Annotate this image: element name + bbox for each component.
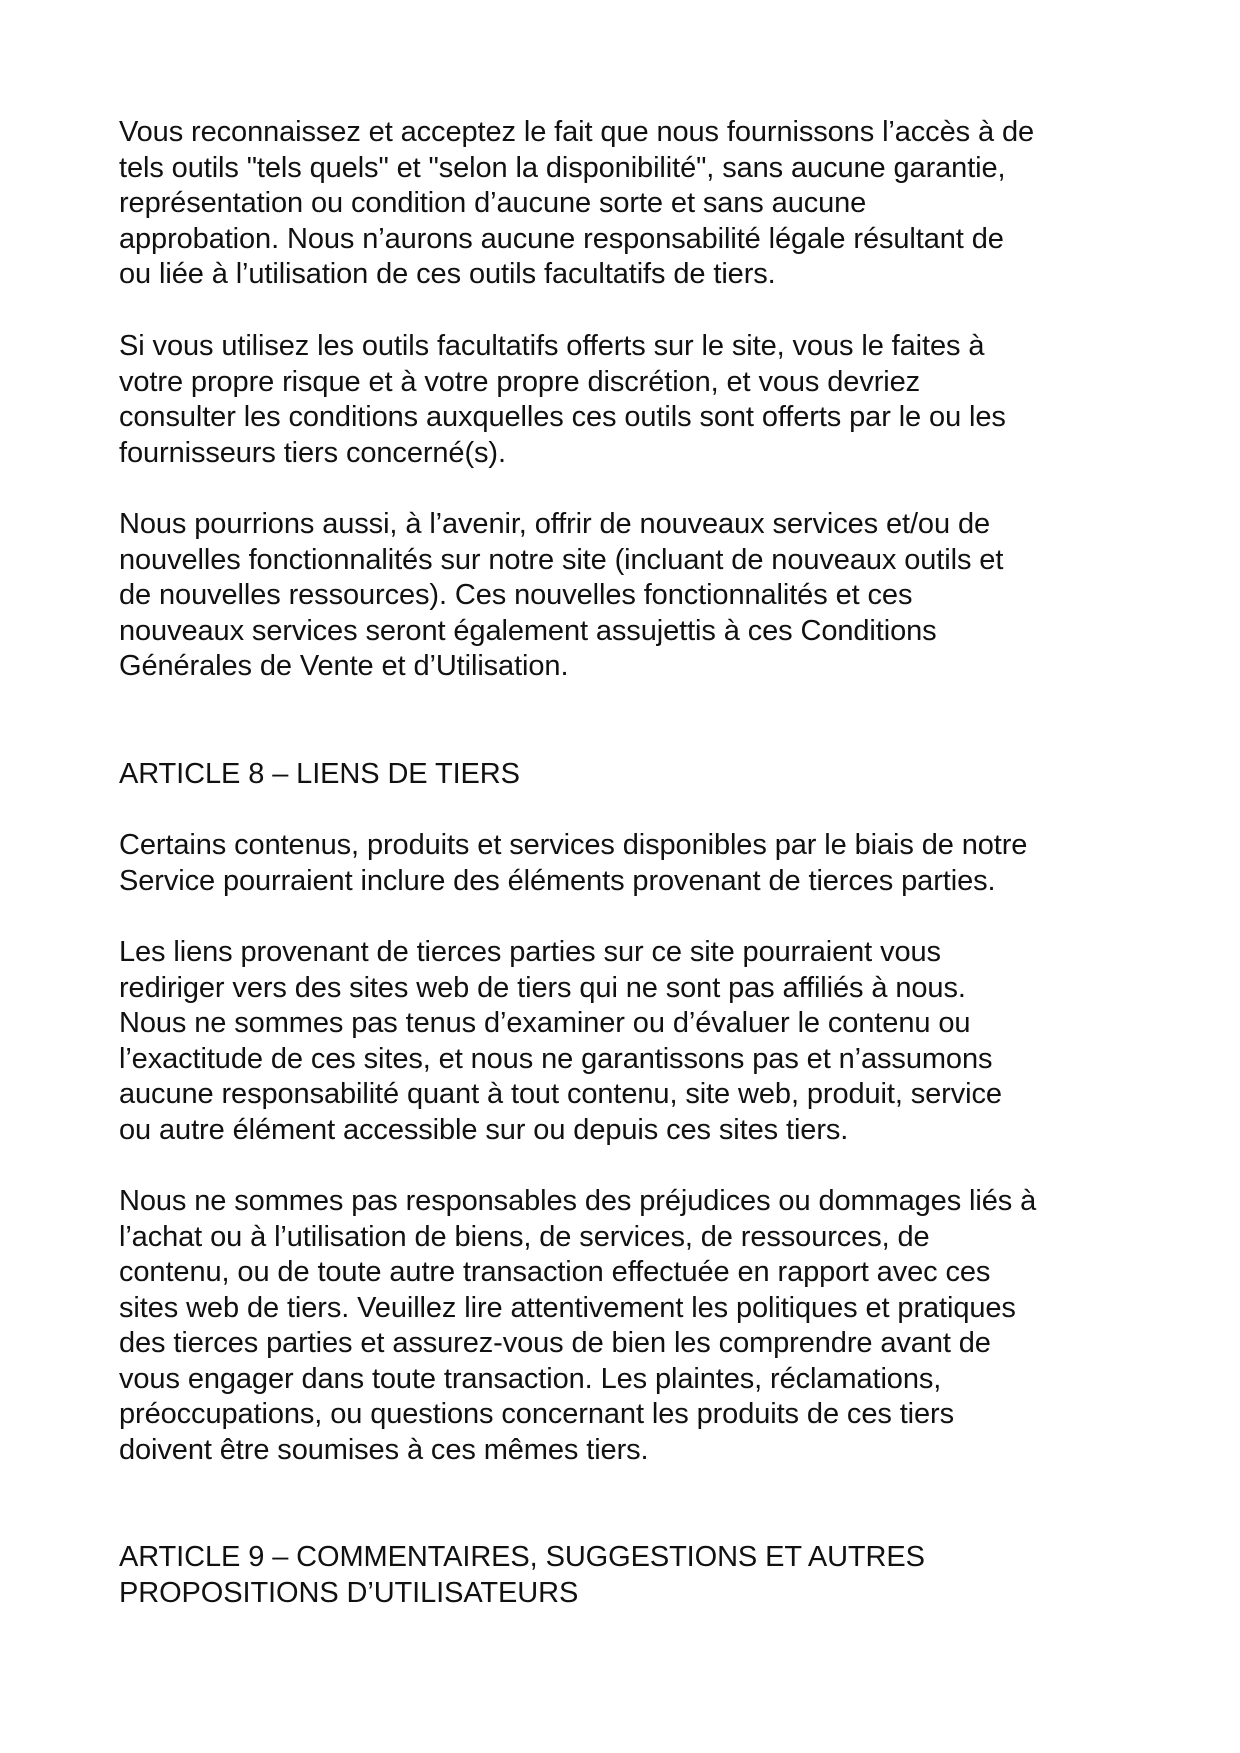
text-line: Nous ne sommes pas responsables des préjudices ou dommages liés à — [119, 1185, 1037, 1217]
paragraph-optional-tools-risk — [119, 329, 1139, 471]
text-line: ou liée à l’utilisation de ces outils facultatifs de tiers. — [119, 258, 776, 290]
text-line: consulter les conditions auxquelles ces outils sont offerts par le ou les — [119, 401, 1006, 433]
text-line: sites web de tiers. Veuillez lire attentivement les politiques et pratiques — [119, 1291, 1016, 1324]
text-line: représentation ou condition d’aucune sorte et sans aucune — [119, 187, 867, 219]
text-line: l’exactitude de ces sites, et nous ne garantissons pas et n’assumons — [119, 1042, 993, 1075]
text-line: nouveaux services seront également assujettis à ces Conditions — [119, 614, 937, 647]
text-line: ou autre élément accessible sur ou depuis ces sites tiers. — [119, 1113, 849, 1146]
paragraph-tools-as-is — [119, 115, 1139, 293]
section-heading-article-9 — [119, 1540, 1139, 1611]
article-9-heading: ARTICLE 9 – COMMENTAIRES, SUGGESTIONS ET AUTRES — [119, 1541, 925, 1573]
text-line: Nous pourrions aussi, à l’avenir, offrir de nouveaux services et/ou de — [119, 508, 991, 540]
paragraph-third-party-content — [119, 828, 1139, 899]
text-line: rediriger vers des sites web de tiers qui ne sont pas affiliés à nous. — [119, 971, 966, 1004]
text-line: Service pourraient inclure des éléments provenant de tierces parties. — [119, 864, 996, 897]
text-line: approbation. Nous n’aurons aucune responsabilité légale résultant de — [119, 222, 1004, 255]
text-line: préoccupations, ou questions concernant les produits de ces tiers — [119, 1398, 954, 1430]
text-line: doivent être soumises à ces mêmes tiers. — [119, 1433, 649, 1466]
text-line: de nouvelles ressources). Ces nouvelles fonctionnalités et ces — [119, 579, 913, 611]
text-line: tels outils "tels quels" et "selon la disponibilité", sans aucune garantie, — [119, 151, 1006, 184]
article-9-heading-continued: PROPOSITIONS D’UTILISATEURS — [119, 1576, 579, 1609]
text-line: contenu, ou de toute autre transaction effectuée en rapport avec ces — [119, 1256, 991, 1288]
text-line: fournisseurs tiers concerné(s). — [119, 436, 506, 469]
text-line: Les liens provenant de tierces parties sur ce site pourraient vous — [119, 936, 941, 968]
article-8-heading: ARTICLE 8 – LIENS DE TIERS — [119, 758, 520, 790]
text-line: Nous ne sommes pas tenus d’examiner ou d’évaluer le contenu ou — [119, 1007, 971, 1039]
text-line: nouvelles fonctionnalités sur notre site (incluant de nouveaux outils et — [119, 543, 1004, 576]
text-line: Vous reconnaissez et acceptez le fait que nous fournissons l’accès à de — [119, 116, 1035, 148]
paragraph-third-party-liability — [119, 1184, 1139, 1468]
paragraph-third-party-links — [119, 935, 1139, 1148]
text-line: Générales de Vente et d’Utilisation. — [119, 650, 569, 682]
text-line: vous engager dans toute transaction. Les plaintes, réclamations, — [119, 1362, 942, 1395]
text-line: Certains contenus, produits et services disponibles par le biais de notre — [119, 829, 1028, 861]
text-line: aucune responsabilité quant à tout contenu, site web, produit, service — [119, 1078, 1002, 1110]
text-line: Si vous utilisez les outils facultatifs offerts sur le site, vous le faites à — [119, 330, 985, 362]
text-line: des tierces parties et assurez-vous de bien les comprendre avant de — [119, 1327, 991, 1359]
paragraph-new-services — [119, 507, 1139, 685]
text-line: l’achat ou à l’utilisation de biens, de services, de ressources, de — [119, 1220, 930, 1253]
section-heading-article-8 — [119, 757, 1139, 793]
text-line: votre propre risque et à votre propre discrétion, et vous devriez — [119, 365, 921, 398]
